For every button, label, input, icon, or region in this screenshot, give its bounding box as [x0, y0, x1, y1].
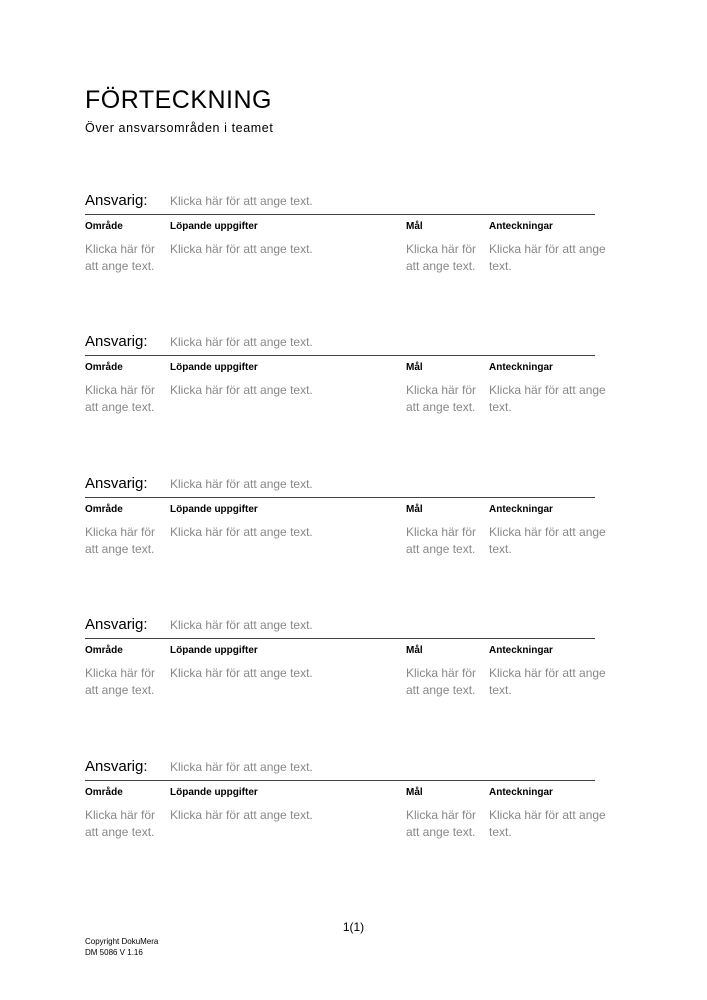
column-header-tasks: Löpande uppgifter [170, 645, 258, 656]
responsibility-section [85, 333, 606, 443]
responsible-row [85, 616, 595, 639]
column-header-area: Område [85, 221, 123, 232]
notes-input[interactable]: Klicka här för att ange text. [489, 808, 606, 839]
area-input[interactable]: Klicka här för att ange text. [85, 242, 156, 273]
responsibility-section [85, 475, 606, 585]
goal-input[interactable]: Klicka här för att ange text. [406, 666, 477, 697]
notes-input[interactable]: Klicka här för att ange text. [489, 242, 606, 273]
goal-input[interactable]: Klicka här för att ange text. [406, 383, 477, 414]
responsible-input[interactable]: Klicka här för att ange text. [170, 760, 313, 774]
column-header-goal: Mål [406, 787, 423, 798]
responsible-label: Ansvarig: [85, 616, 148, 633]
responsible-label: Ansvarig: [85, 333, 148, 350]
document-title: FÖRTECKNING [85, 86, 272, 114]
page-number: 1(1) [342, 920, 365, 934]
responsible-input[interactable]: Klicka här för att ange text. [170, 194, 313, 208]
column-header-tasks: Löpande uppgifter [170, 787, 258, 798]
area-input[interactable]: Klicka här för att ange text. [85, 808, 156, 839]
notes-input[interactable]: Klicka här för att ange text. [489, 666, 606, 697]
column-header-area: Område [85, 362, 123, 373]
goal-input[interactable]: Klicka här för att ange text. [406, 808, 477, 839]
column-header-tasks: Löpande uppgifter [170, 504, 258, 515]
column-header-area: Område [85, 645, 123, 656]
column-header-goal: Mål [406, 504, 423, 515]
column-header-tasks: Löpande uppgifter [170, 221, 258, 232]
responsible-input[interactable]: Klicka här för att ange text. [170, 618, 313, 632]
column-header-notes: Anteckningar [489, 221, 553, 232]
area-input[interactable]: Klicka här för att ange text. [85, 525, 156, 556]
notes-input[interactable]: Klicka här för att ange text. [489, 525, 606, 556]
responsibility-section [85, 758, 606, 868]
responsible-row [85, 475, 595, 498]
responsible-input[interactable]: Klicka här för att ange text. [170, 335, 313, 349]
column-header-notes: Anteckningar [489, 362, 553, 373]
goal-input[interactable]: Klicka här för att ange text. [406, 525, 477, 556]
responsible-label: Ansvarig: [85, 192, 148, 209]
responsibility-section [85, 616, 606, 726]
tasks-input[interactable]: Klicka här för att ange text. [170, 666, 313, 680]
column-header-tasks: Löpande uppgifter [170, 362, 258, 373]
responsible-label: Ansvarig: [85, 475, 148, 492]
footer-copyright: Copyright DokuMera [85, 937, 159, 946]
column-header-area: Område [85, 787, 123, 798]
footer-version: DM 5086 V 1.16 [85, 948, 143, 957]
responsible-label: Ansvarig: [85, 758, 148, 775]
tasks-input[interactable]: Klicka här för att ange text. [170, 525, 313, 539]
responsible-row [85, 192, 595, 215]
column-header-notes: Anteckningar [489, 787, 553, 798]
goal-input[interactable]: Klicka här för att ange text. [406, 242, 477, 273]
responsible-row [85, 758, 595, 781]
column-header-goal: Mål [406, 362, 423, 373]
tasks-input[interactable]: Klicka här för att ange text. [170, 242, 313, 256]
footer [85, 936, 158, 958]
column-header-goal: Mål [406, 645, 423, 656]
area-input[interactable]: Klicka här för att ange text. [85, 383, 156, 414]
tasks-input[interactable]: Klicka här för att ange text. [170, 383, 313, 397]
tasks-input[interactable]: Klicka här för att ange text. [170, 808, 313, 822]
notes-input[interactable]: Klicka här för att ange text. [489, 383, 606, 414]
document-subtitle: Över ansvarsområden i teamet [85, 121, 274, 135]
column-header-notes: Anteckningar [489, 645, 553, 656]
column-header-goal: Mål [406, 221, 423, 232]
column-header-notes: Anteckningar [489, 504, 553, 515]
responsibility-section [85, 192, 606, 302]
area-input[interactable]: Klicka här för att ange text. [85, 666, 156, 697]
column-header-area: Område [85, 504, 123, 515]
responsible-input[interactable]: Klicka här för att ange text. [170, 477, 313, 491]
responsible-row [85, 333, 595, 356]
